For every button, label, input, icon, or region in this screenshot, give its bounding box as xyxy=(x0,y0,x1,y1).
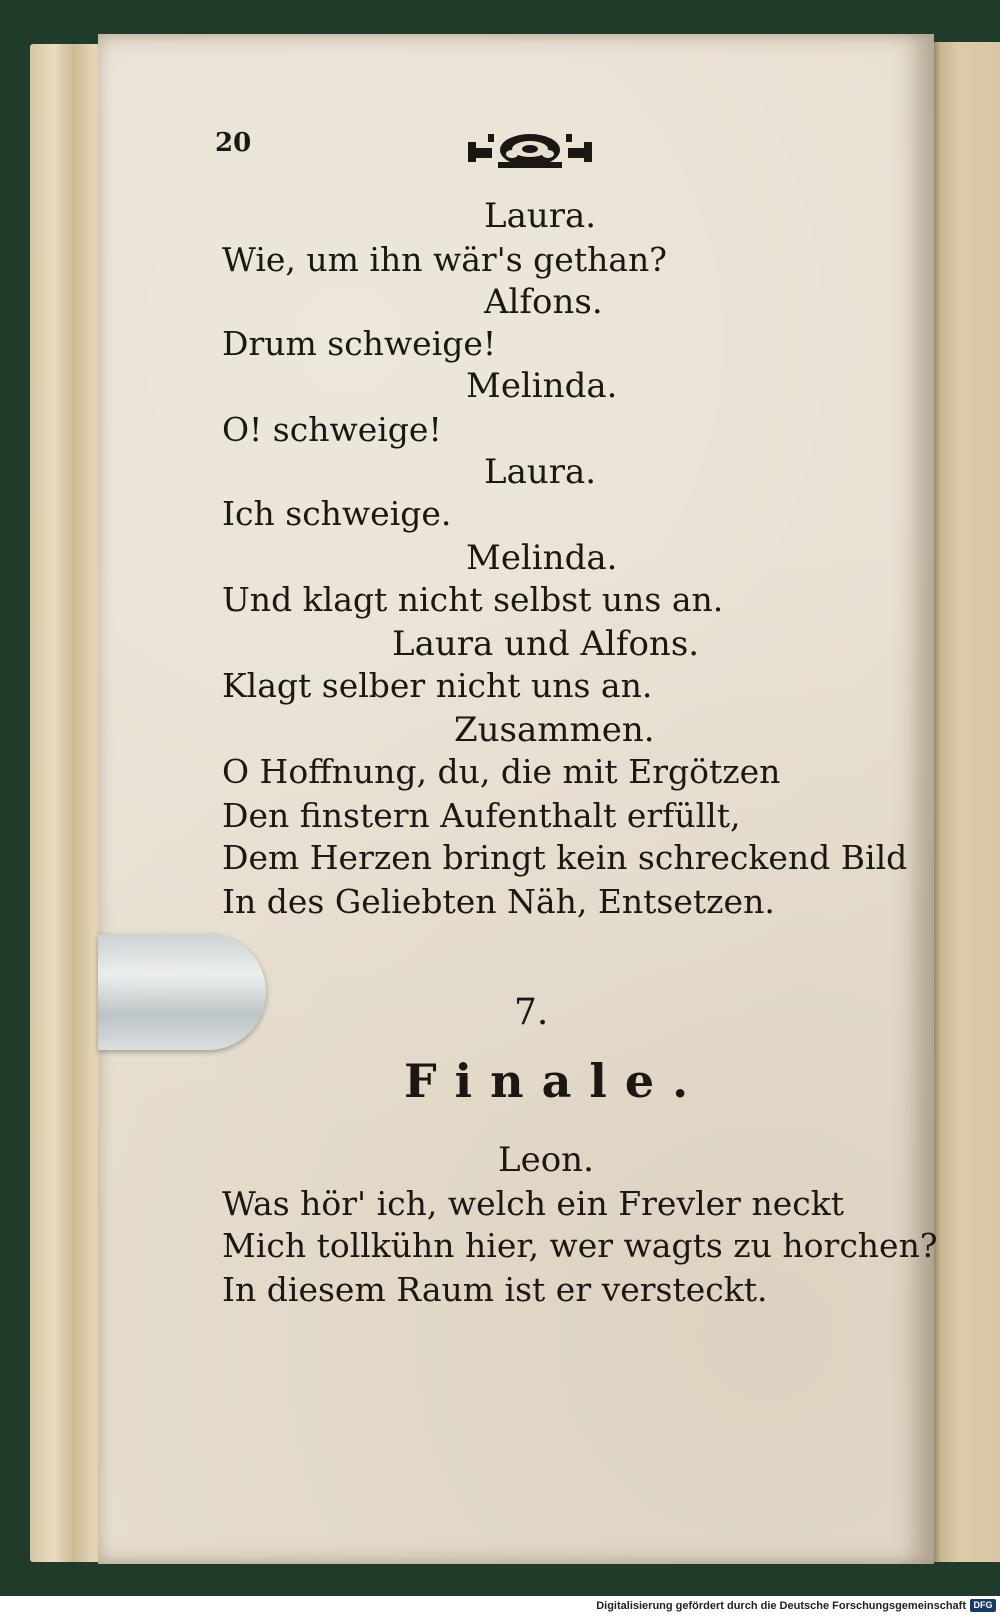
facing-page-edge xyxy=(932,42,1000,1562)
verse-line: Dem Herzen bringt kein schreckend Bild xyxy=(222,838,908,877)
speaker-name: Melinda. xyxy=(466,538,618,578)
printer-ornament-icon xyxy=(468,128,592,172)
book-clip xyxy=(98,934,266,1050)
verse-line: Und klagt nicht selbst uns an. xyxy=(222,580,724,619)
section-number: 7. xyxy=(514,992,549,1033)
speaker-name: Laura. xyxy=(484,452,597,492)
verse-line: Ich schweige. xyxy=(222,494,452,533)
verse-line: In diesem Raum ist er versteckt. xyxy=(222,1270,768,1309)
speaker-name: Laura. xyxy=(484,196,597,236)
section-title: Finale. xyxy=(404,1054,707,1108)
page-number: 20 xyxy=(215,128,252,158)
verse-line: Drum schweige! xyxy=(222,324,497,363)
verse-line: Klagt selber nicht uns an. xyxy=(222,666,653,705)
verse-line: In des Geliebten Näh, Entsetzen. xyxy=(222,882,775,921)
dfg-logo: DFG xyxy=(970,1599,996,1612)
verse-line: O Hoffnung, du, die mit Ergötzen xyxy=(222,752,781,791)
verse-line: Was hör' ich, welch ein Frevler neckt xyxy=(222,1184,844,1223)
verse-line: Wie, um ihn wär's gethan? xyxy=(222,240,667,279)
verse-line: Den finstern Aufenthalt erfüllt, xyxy=(222,796,741,835)
verse-line: Mich tollkühn hier, wer wagts zu horchen? xyxy=(222,1226,938,1265)
speaker-name: Zusammen. xyxy=(454,710,655,750)
verse-line: O! schweige! xyxy=(222,410,442,449)
footer-credit: Digitalisierung gefördert durch die Deutsche Forschungsgemeinschaft xyxy=(596,1600,966,1612)
speaker-name: Melinda. xyxy=(466,366,618,406)
speaker-name: Laura und Alfons. xyxy=(392,624,700,664)
speaker-name: Alfons. xyxy=(484,282,603,322)
speaker-name: Leon. xyxy=(498,1140,594,1180)
